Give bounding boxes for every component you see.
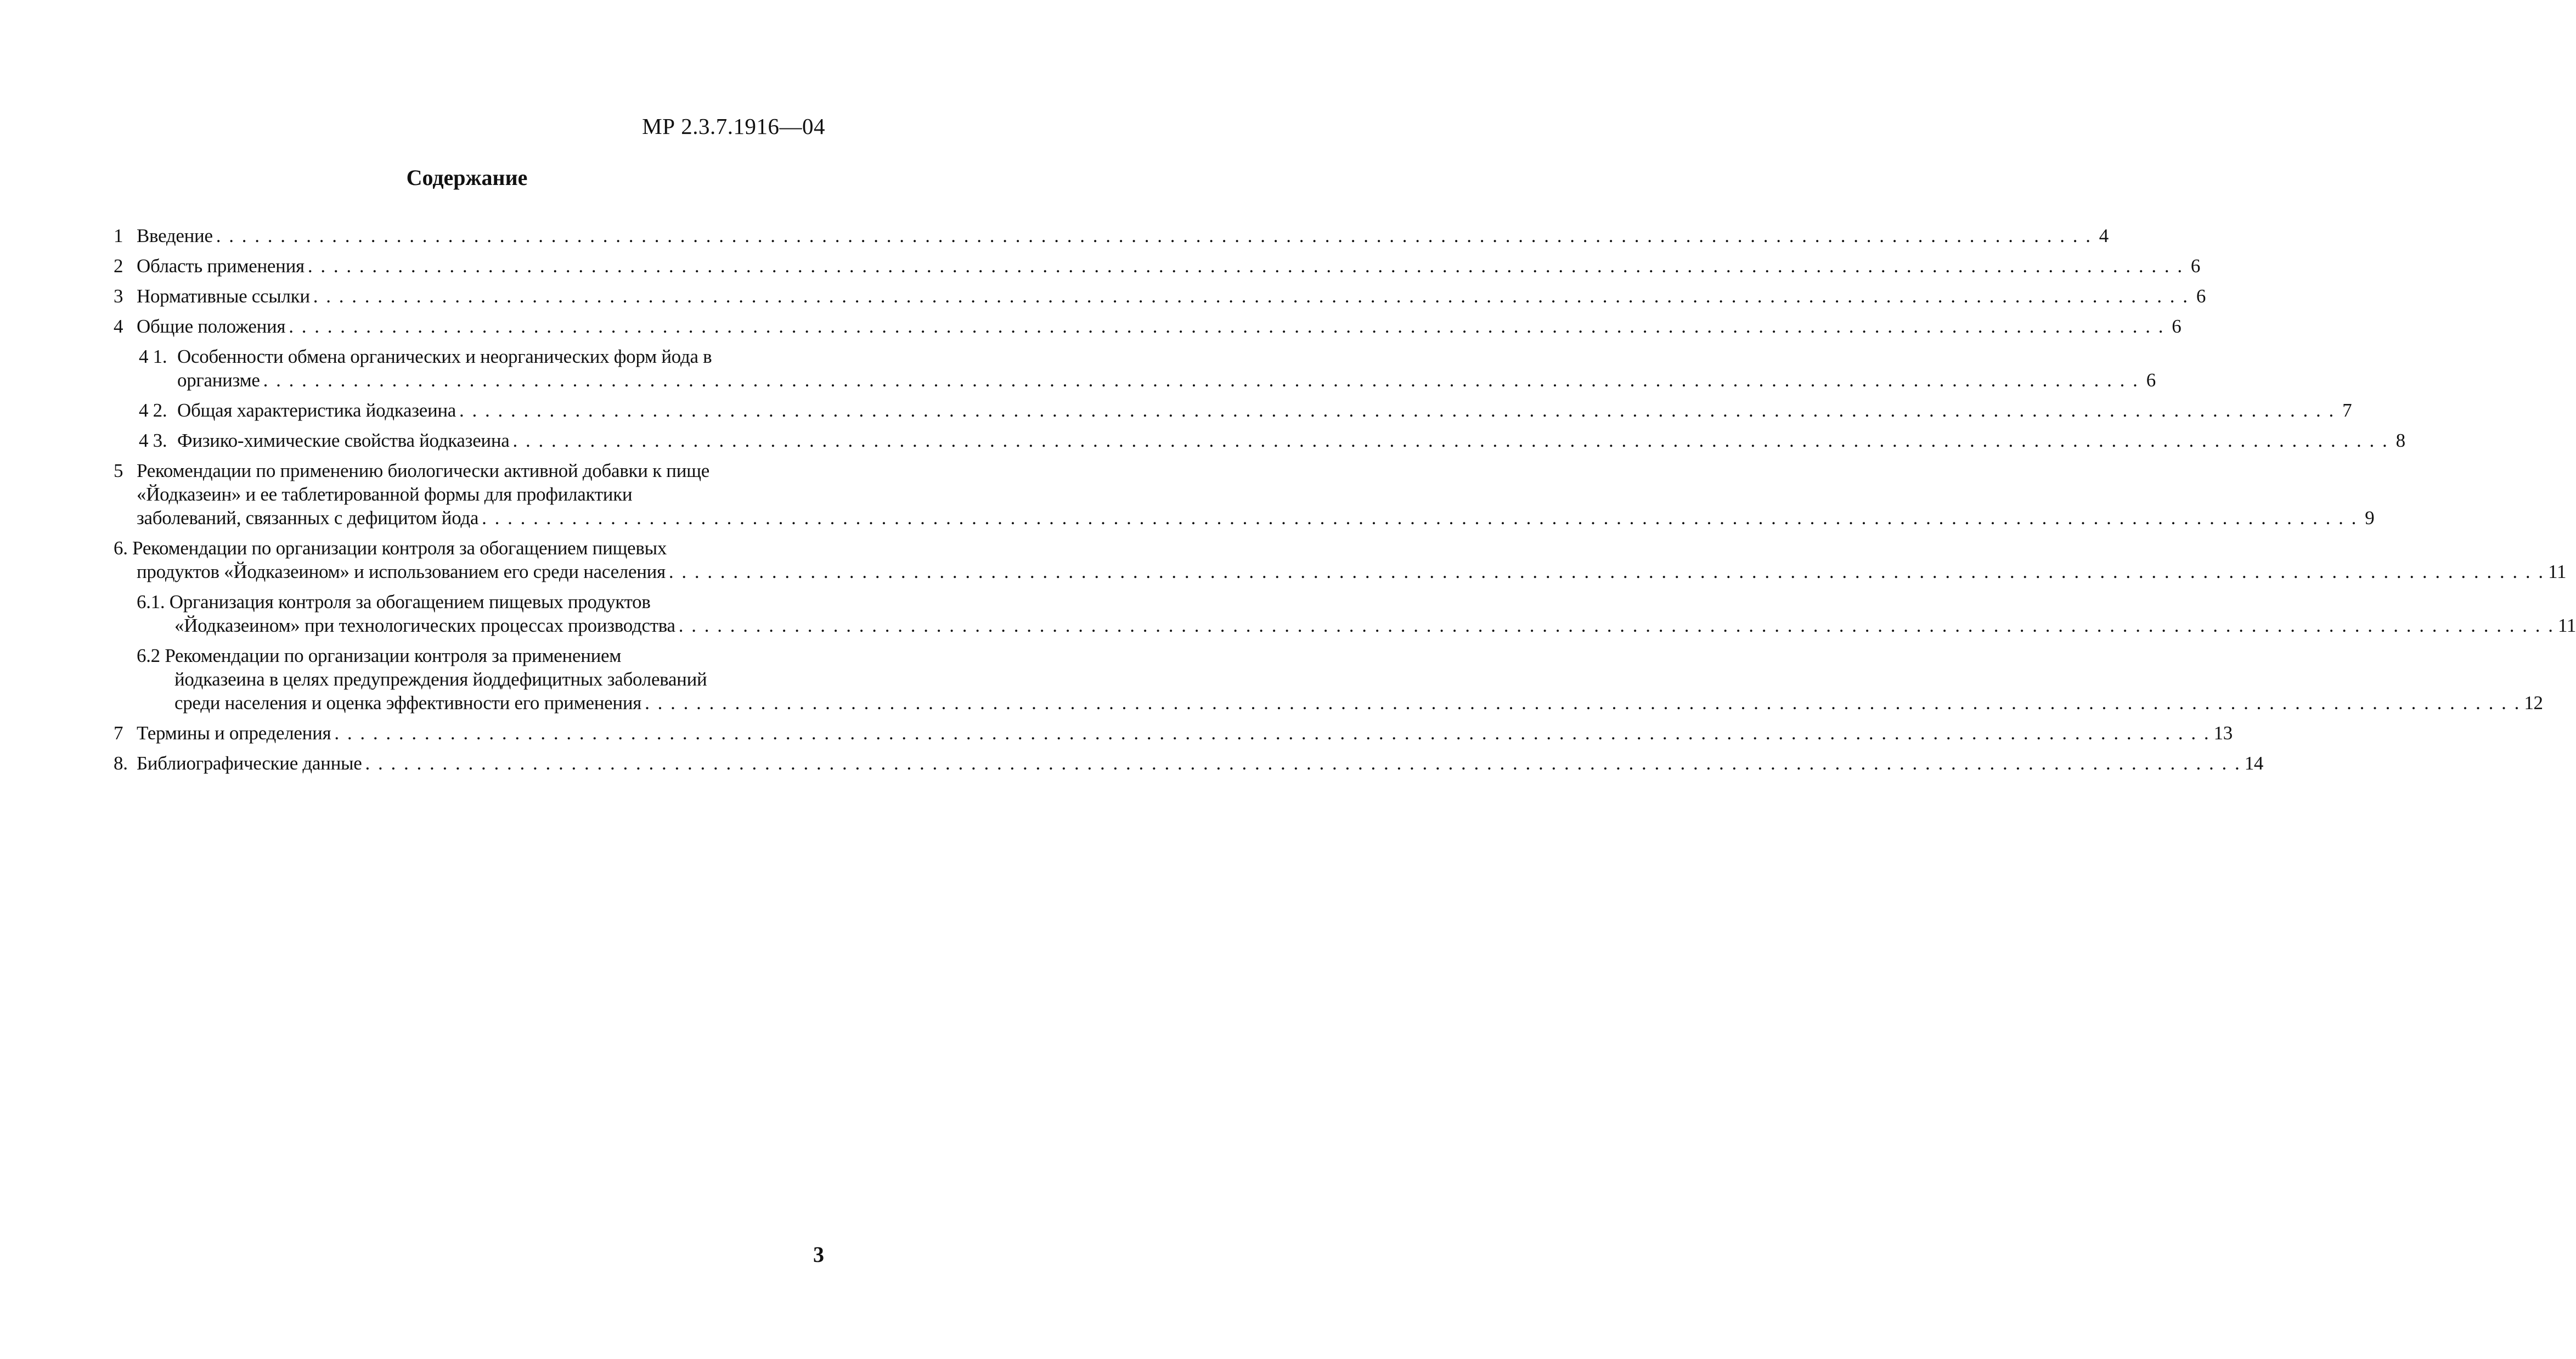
toc-entry-3[interactable] — [114, 284, 2206, 308]
toc-entry-title: Область применения — [137, 255, 305, 277]
toc-entry-title-line: «Йодказеин» и ее таблетированной формы для профилактики — [137, 484, 633, 505]
dot-leader — [263, 368, 2139, 392]
toc-entry-6-2[interactable] — [114, 644, 2543, 715]
toc-entry-5[interactable] — [114, 459, 2375, 530]
toc-title: Содержание — [406, 165, 528, 190]
dot-leader — [308, 254, 2184, 278]
toc-entry-page: 9 — [2365, 507, 2375, 529]
toc-entry-page: 6 — [2172, 316, 2182, 337]
toc-entry-number: 4 3. — [139, 430, 167, 451]
dot-leader — [313, 284, 2189, 308]
toc-entry-page: 14 — [2244, 752, 2264, 774]
toc-entry-2[interactable] — [114, 254, 2201, 278]
toc-entry-number: 4 — [114, 316, 123, 337]
toc-entry-1[interactable] — [114, 224, 2109, 248]
toc-entry-title: Общие положения — [137, 316, 286, 337]
toc-entry-title-line: Особенности обмена органических и неорганических форм йода в — [177, 346, 712, 367]
toc-entry-title: Физико-химические свойства йодказеина — [177, 430, 510, 451]
toc-entry-number: 7 — [114, 722, 123, 744]
toc-entry-number: 1 — [114, 225, 123, 246]
page-number: 3 — [813, 1242, 824, 1267]
toc-entry-page: 11 — [2548, 561, 2567, 582]
dot-leader — [482, 506, 2358, 530]
toc-entry-6-1[interactable] — [114, 590, 2576, 637]
toc-entry-page: 8 — [2395, 430, 2405, 451]
toc-entry-number: 3 — [114, 285, 123, 307]
dot-leader — [669, 560, 2545, 583]
toc-entry-number: 6.2 — [137, 645, 160, 666]
dot-leader — [679, 614, 2555, 637]
toc-entry-title-line: Организация контроля за обогащением пищевых продуктов — [169, 591, 651, 613]
toc-entry-title: Термины и определения — [137, 722, 331, 744]
toc-entry-page: 11 — [2557, 615, 2576, 636]
toc-entry-title-line: Рекомендации по организации контроля за применением — [165, 645, 622, 666]
toc-entry-7[interactable] — [114, 721, 2233, 745]
toc-entry-6[interactable] — [114, 536, 2567, 583]
toc-entry-page: 7 — [2342, 400, 2352, 421]
table-of-contents — [114, 224, 2576, 782]
toc-entry-8[interactable] — [114, 751, 2264, 775]
toc-entry-title: Введение — [137, 225, 213, 246]
toc-entry-title: Общая характеристика йодказеина — [177, 400, 456, 421]
toc-entry-title: среди населения и оценка эффективности его применения — [174, 692, 642, 714]
toc-entry-title-line: Рекомендации по применению биологически активной добавки к пище — [137, 460, 710, 481]
toc-entry-page: 4 — [2099, 225, 2109, 246]
toc-entry-title-line: йодказеина в целях предупреждения йоддефицитных заболеваний — [174, 669, 707, 690]
toc-entry-title: заболеваний, связанных с дефицитом йода — [137, 507, 479, 529]
toc-entry-4[interactable] — [114, 315, 2182, 338]
toc-entry-number: 6.1. — [137, 591, 165, 613]
toc-entry-title: продуктов «Йодказеином» и использованием его среди населения — [137, 561, 666, 582]
dot-leader — [289, 315, 2164, 338]
toc-entry-page: 6 — [2190, 255, 2201, 277]
toc-entry-number: 8. — [114, 752, 128, 774]
dot-leader — [513, 429, 2389, 452]
toc-entry-title: организме — [177, 369, 260, 391]
dot-leader — [645, 691, 2521, 715]
toc-entry-title: Нормативные ссылки — [137, 285, 310, 307]
toc-entry-number: 2 — [114, 255, 123, 277]
toc-entry-number: 4 1. — [139, 346, 167, 367]
toc-entry-page: 13 — [2213, 722, 2233, 744]
document-code: МР 2.3.7.1916—04 — [642, 114, 825, 139]
toc-entry-4-3[interactable] — [114, 429, 2405, 452]
dot-leader — [459, 398, 2335, 422]
toc-entry-title-line: Рекомендации по организации контроля за обогащением пищевых — [132, 537, 667, 559]
dot-leader — [216, 224, 2092, 248]
dot-leader — [365, 751, 2241, 775]
dot-leader — [334, 721, 2210, 745]
toc-entry-page: 6 — [2196, 285, 2206, 307]
toc-entry-number: 6. — [114, 537, 128, 559]
toc-entry-4-1[interactable] — [114, 345, 2156, 392]
toc-entry-page: 12 — [2524, 692, 2543, 714]
toc-entry-4-2[interactable] — [114, 398, 2352, 422]
toc-entry-number: 5 — [114, 460, 123, 481]
toc-entry-number: 4 2. — [139, 400, 167, 421]
toc-entry-page: 6 — [2146, 369, 2156, 391]
toc-entry-title: Библиографические данные — [137, 752, 362, 774]
toc-entry-title: «Йодказеином» при технологических процессах производства — [174, 615, 675, 636]
